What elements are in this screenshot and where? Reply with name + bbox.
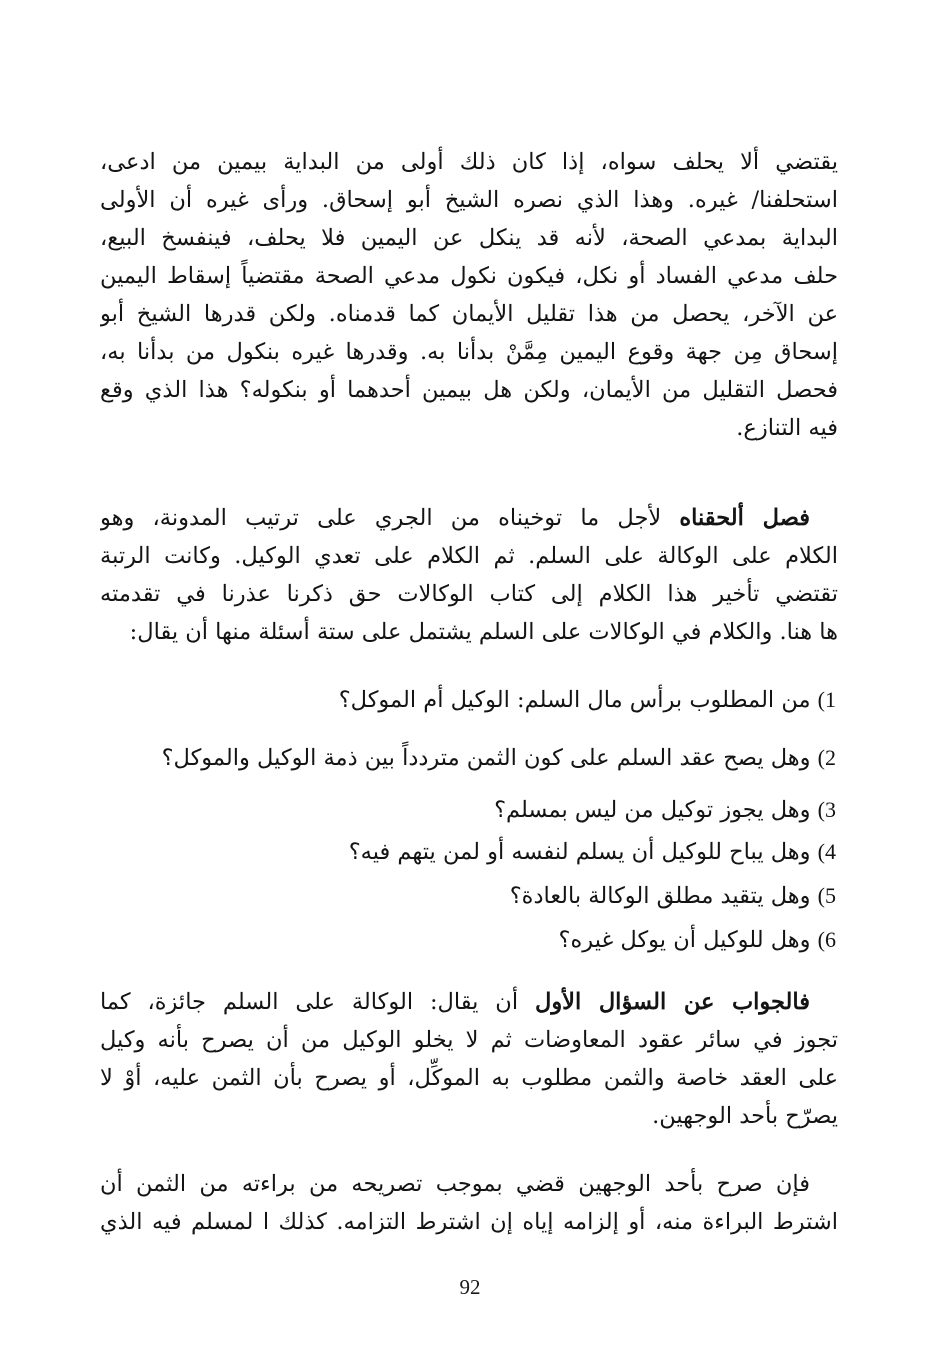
text-line: اشترط البراءة منه، أو إلزامه إياه إن اشترط التزامه. كذلك ا لمسلم فيه الذي bbox=[100, 1209, 838, 1235]
text-line: تقتضي تأخير هذا الكلام إلى كتاب الوكالات حق ذكرنا عذرنا في تقدمته bbox=[100, 581, 838, 607]
question-text: وهل يباح للوكيل أن يسلم لنفسه أو لمن يتهم فيه؟ bbox=[348, 839, 811, 865]
question-text: وهل يصح عقد السلم على كون الثمن متردداً بين ذمة الوكيل والموكل؟ bbox=[161, 745, 811, 771]
section-title: فصل ألحقناه bbox=[679, 505, 810, 531]
question-item bbox=[100, 832, 838, 872]
question-item bbox=[100, 790, 838, 830]
question-text: من المطلوب برأس مال السلم: الوكيل أم الموكل؟ bbox=[338, 687, 811, 713]
question-item bbox=[100, 876, 838, 916]
question-item bbox=[100, 738, 838, 778]
question-number: 1) bbox=[817, 687, 836, 712]
text-line: فحصل التقليل من الأيمان، ولكن هل بيمين أحدهما أو بنكوله؟ هذا الذي وقع bbox=[100, 377, 838, 403]
question-number: 2) bbox=[817, 745, 836, 770]
question-number: 4) bbox=[817, 839, 836, 864]
text-span: لأجل ما توخيناه من الجري على ترتيب المدونة، وهو bbox=[100, 505, 680, 531]
text-line: إسحاق مِن جهة وقوع اليمين مِمَّنْ بدأنا به. وقدرها غيره بنكول من بدأنا به، bbox=[100, 339, 838, 365]
text-line: عن الآخر، يحصل من هذا تقليل الأيمان كما قدمناه. ولكن قدرها الشيخ أبو bbox=[100, 301, 838, 327]
text-span: أن يقال: الوكالة على السلم جائزة، كما bbox=[100, 989, 535, 1015]
text-line: على العقد خاصة والثمن مطلوب به الموكِّل، أو يصرح بأن الثمن عليه، أوْ لا bbox=[100, 1065, 838, 1091]
text-line: يصرّح بأحد الوجهين. bbox=[652, 1103, 838, 1129]
text-line: تجوز في سائر عقود المعاوضات ثم لا يخلو الوكيل من أن يصرح بأنه وكيل bbox=[100, 1027, 838, 1053]
text-line: ها هنا. والكلام في الوكالات على السلم يشتمل على ستة أسئلة منها أن يقال: bbox=[129, 619, 838, 645]
section-heading-line bbox=[100, 498, 838, 538]
question-number: 3) bbox=[817, 797, 836, 822]
answer-heading-line bbox=[100, 982, 838, 1022]
question-text: وهل يجوز توكيل من ليس بمسلم؟ bbox=[494, 797, 811, 823]
question-text: وهل للوكيل أن يوكل غيره؟ bbox=[558, 927, 811, 953]
text-line: البداية بمدعي الصحة، لأنه قد ينكل عن اليمين فلا يحلف، فينفسخ البيع، bbox=[100, 225, 838, 251]
text-line: استحلفنا/ غيره. وهذا الذي نصره الشيخ أبو إسحاق. ورأى غيره أن الأولى bbox=[100, 187, 838, 213]
text-line: فإن صرح بأحد الوجهين قضي بموجب تصريحه من براءته من الثمن أن bbox=[100, 1171, 810, 1197]
text-line: فيه التنازع. bbox=[736, 415, 838, 441]
text-line: يقتضي ألا يحلف سواه، إذا كان ذلك أولى من البداية بيمين من ادعى، bbox=[100, 149, 838, 175]
page-number: 92 bbox=[459, 1275, 481, 1299]
text-line: الكلام على الوكالة على السلم. ثم الكلام على تعدي الوكيل. وكانت الرتبة bbox=[100, 543, 838, 569]
question-text: وهل يتقيد مطلق الوكالة بالعادة؟ bbox=[509, 883, 811, 909]
question-number: 5) bbox=[817, 883, 836, 908]
answer-title: فالجواب عن السؤال الأول bbox=[534, 989, 810, 1015]
question-number: 6) bbox=[817, 927, 836, 952]
question-item bbox=[100, 680, 838, 720]
question-item bbox=[100, 920, 838, 960]
text-line: حلف مدعي الفساد أو نكل، فيكون نكول مدعي الصحة مقتضياً إسقاط اليمين bbox=[100, 263, 838, 289]
